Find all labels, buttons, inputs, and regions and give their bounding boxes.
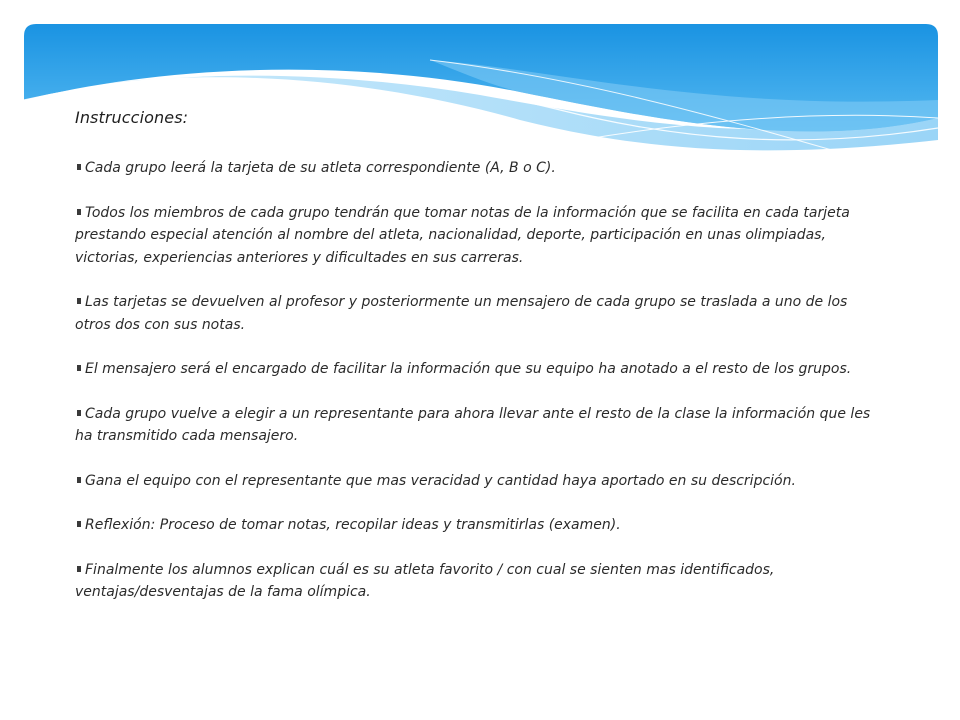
instruction-list: [75, 157, 885, 604]
list-item: [75, 403, 885, 448]
square-bullet-icon: [77, 164, 81, 170]
list-item-text: Las tarjetas se devuelven al profesor y posteriormente un mensajero de cada grupo se traslada a uno de los otros dos con sus notas.: [75, 294, 848, 333]
page-title: Instrucciones:: [75, 108, 189, 127]
list-item-text: Gana el equipo con el representante que mas veracidad y cantidad haya aportado en su descripción.: [85, 472, 796, 489]
square-bullet-icon: [77, 477, 81, 483]
list-item-text: Cada grupo leerá la tarjeta de su atleta correspondiente (A, B o C).: [85, 160, 556, 176]
list-item-text: Reflexión: Proceso de tomar notas, recopilar ideas y transmitirlas (examen).: [85, 517, 621, 533]
list-item: [75, 202, 885, 270]
square-bullet-icon: [77, 209, 81, 215]
list-item-text: Todos los miembros de cada grupo tendrán que tomar notas de la información que se facilita en cada tarjeta prestando especial atención al nombre del atleta, nacionalidad, deporte, participación en unas olimpiadas, victorias, experiencias anteriores y dificultades en sus carreras.: [75, 204, 850, 266]
list-item-text: Cada grupo vuelve a elegir a un representante para ahora llevar ante el resto de la clase la información que les ha transmitido cada mensajero.: [75, 405, 871, 444]
list-item-text: El mensajero será el encargado de facilitar la información que su equipo ha anotado a el resto de los grupos.: [85, 361, 852, 377]
list-item: [75, 559, 885, 604]
square-bullet-icon: [77, 566, 81, 572]
list-item: [75, 291, 885, 336]
instructions-panel: [75, 108, 885, 626]
list-item: [75, 358, 885, 381]
list-item-text: Finalmente los alumnos explican cuál es su atleta favorito / con cual se sienten mas identificados, ventajas/desventajas de la fama olímpica.: [75, 561, 775, 600]
square-bullet-icon: [77, 365, 81, 371]
list-item: [75, 514, 885, 537]
square-bullet-icon: [77, 298, 81, 304]
square-bullet-icon: [77, 410, 81, 416]
square-bullet-icon: [77, 521, 81, 527]
list-item: [75, 157, 885, 180]
list-item: [75, 470, 885, 493]
